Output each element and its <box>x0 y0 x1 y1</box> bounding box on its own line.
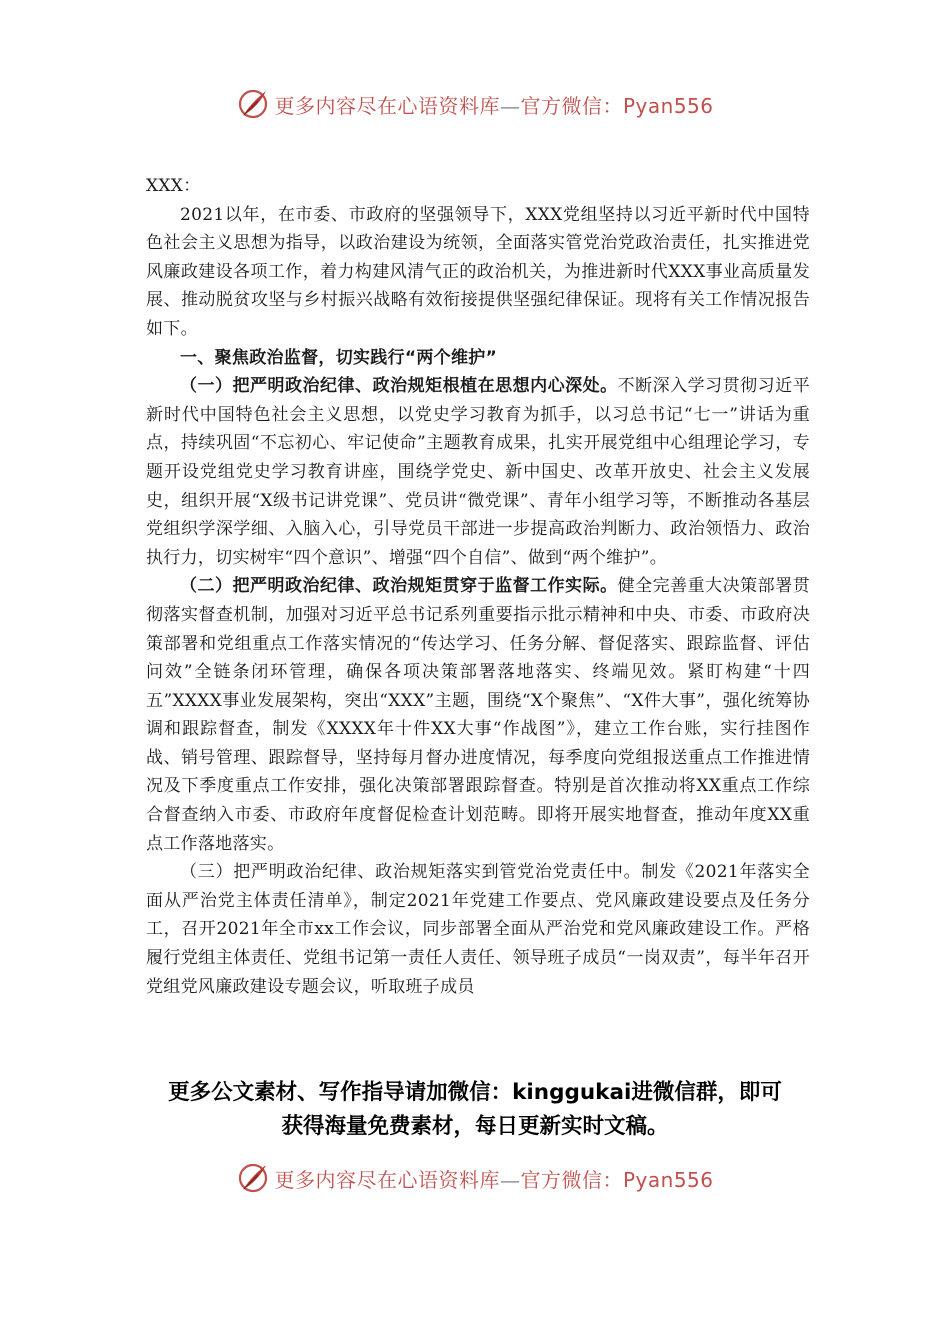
quill-logo-icon <box>236 87 270 121</box>
item-lead-2: （二）把严明政治纪律、政治规矩贯穿于监督工作实际。 <box>180 576 618 597</box>
salutation: XXX： <box>146 176 201 196</box>
banner-text <box>274 90 713 119</box>
item-body-1: 不断深入学习贯彻习近平新时代中国特色社会主义思想，以党史学习教育为抓手，以习总书记“七一”讲话为重点，持续巩固“不忘初心、牢记使命”主题教育成果，扎实开展党组中心组理论学习，专题开设党组党史学习教育讲座，围绕学党史、新中国史、改革开放史、社会主义发展史，组织开展“X级书记讲党课”、党员讲“微党课”、青年小组学习等，不断推动各基层党组织学深学细、入脑入心，引导党员干部进一步提高政治判断力、政治领悟力、政治执行力，切实树牢“四个意识”、增强“四个自信”、做到“两个维护”。 <box>146 376 810 568</box>
promo-line-2: 获得海量免费素材，每日更新实时文稿。 <box>281 1114 669 1139</box>
banner-wechat-label: 官方微信： <box>520 93 623 118</box>
promo-notice <box>95 1076 855 1144</box>
quill-logo-icon <box>236 1161 270 1195</box>
banner-text-footer <box>274 1164 713 1193</box>
item-paragraph-1 <box>146 372 810 572</box>
promo-line-1: 更多公文素材、写作指导请加微信：kinggukai进微信群，即可 <box>168 1080 782 1105</box>
banner-separator-footer: — <box>499 1167 521 1192</box>
banner-wechat-id-footer: Pyan556 <box>622 1167 714 1192</box>
intro-paragraph: 2021以年，在市委、市政府的坚强领导下，XXX党组坚持以习近平新时代中国特色社会主义思想为指导，以政治建设为统领，全面落实管党治党政治责任，扎实推进党风廉政建设各项工作，着力构建风清气正的政治机关，为推进新时代XXX事业高质量发展、推动脱贫攻坚与乡村振兴战略有效衔接提供坚强纪律保证。现将有关工作情况报告如下。 <box>146 204 810 339</box>
banner-title-footer: 更多内容尽在心语资料库 <box>274 1167 500 1192</box>
footer-watermark-banner <box>0 1158 950 1198</box>
banner-separator: — <box>499 93 521 118</box>
banner-title: 更多内容尽在心语资料库 <box>274 93 500 118</box>
item-paragraph-2 <box>146 572 810 858</box>
item-lead-1: （一）把严明政治纪律、政治规矩根植在思想内心深处。 <box>180 376 618 397</box>
section-heading-1: 一、聚焦政治监督，切实践行“两个维护” <box>180 347 498 368</box>
banner-content <box>236 87 713 121</box>
banner-wechat-id: Pyan556 <box>622 93 714 118</box>
document-body <box>146 172 810 1001</box>
header-watermark-banner <box>0 84 950 124</box>
banner-wechat-label-footer: 官方微信： <box>520 1167 623 1192</box>
banner-content-footer <box>236 1161 713 1195</box>
item-body-2: 健全完善重大决策部署贯彻落实督查机制，加强对习近平总书记系列重要指示批示精神和中央、市委、市政府决策部署和党组重点工作落实情况的“传达学习、任务分解、督促落实、跟踪监督、评估问效”全链条闭环管理，确保各项决策部署落地落实、终端见效。紧盯构建“十四五”XXXX事业发展架构，突出“XXX”主题，围绕“X个聚焦”、“X件大事”，强化统筹协调和跟踪督查，制发《XXXX年十件XX大事“作战图”》，建立工作台账，实行挂图作战、销号管理、跟踪督导，坚持每月督办进度情况，每季度向党组报送重点工作推进情况及下季度重点工作安排，强化决策部署跟踪督查。特别是首次推动将XX重点工作综合督查纳入市委、市政府年度督促检查计划范畴。即将开展实地督查，推动年度XX重点工作落地落实。 <box>146 576 810 854</box>
item-paragraph-3: （三）把严明政治纪律、政治规矩落实到管党治党责任中。制发《2021年落实全面从严治党主体责任清单》，制定2021年党建工作要点、党风廉政建设要点及任务分工，召开2021年全市xx工作会议，同步部署全面从严治党和党风廉政建设工作。严格履行党组主体责任、党组书记第一责任人责任、领导班子成员“一岗双责”，每半年召开党组党风廉政建设专题会议，听取班子成员 <box>146 862 810 997</box>
